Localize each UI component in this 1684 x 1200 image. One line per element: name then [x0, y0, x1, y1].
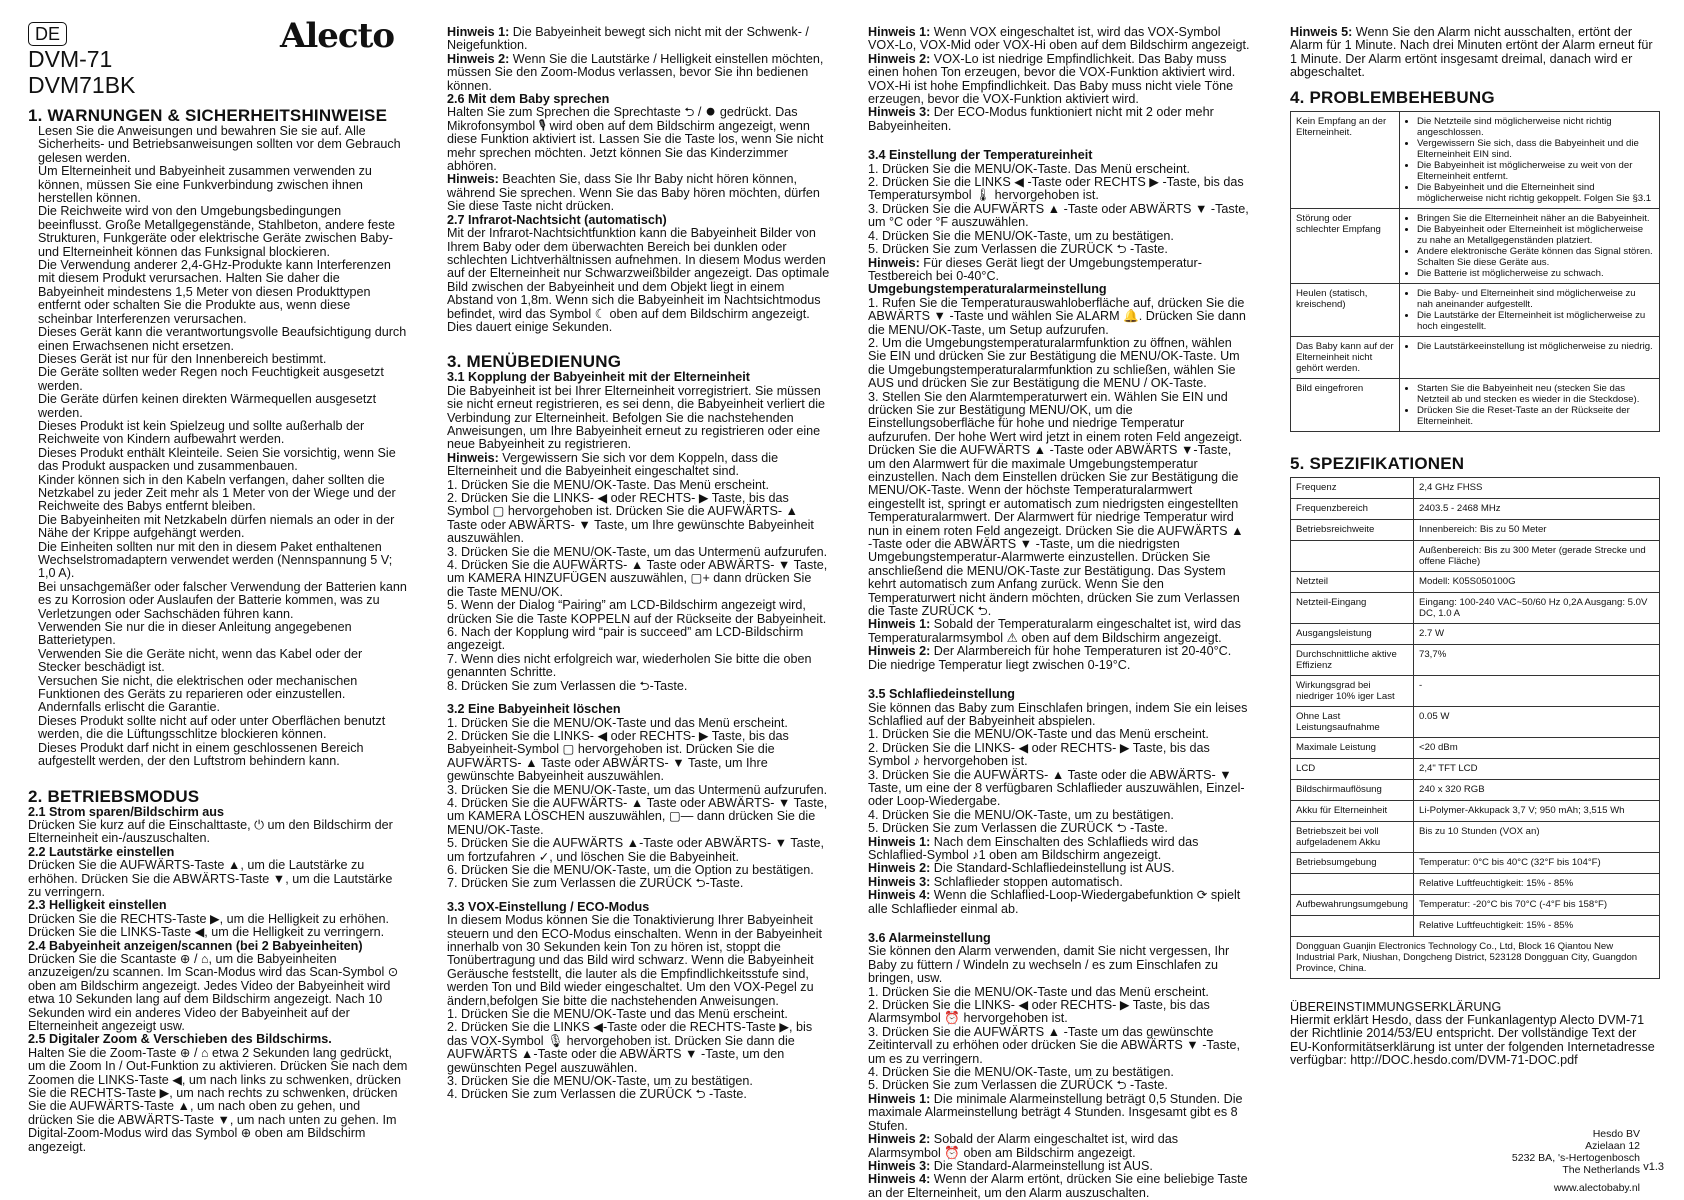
spec-row [1291, 540, 1660, 571]
paragraph: Lesen Sie die Anweisungen und bewahren Sie sie auf. Alle Sicherheits- und Betriebsanweisungen sollten vor dem Gebrauch gelesen werden. [38, 124, 401, 165]
paragraph: Hinweis 3: Schlaflieder stoppen automatisch. [868, 874, 1123, 889]
paragraph: Verwenden Sie nur die in dieser Anleitung angegebenen Batterietypen. [38, 620, 352, 648]
solution-item: • Andere elektronische Geräte können das Signal stören. Schalten Sie diese Geräte aus. [1417, 246, 1654, 268]
address-line: Hesdo BV [1592, 1127, 1640, 1140]
specifications-table [1290, 477, 1660, 979]
paragraph: 3. Drücken Sie die AUFWÄRTS ▲ -Taste um das gewünschte Zeitintervall zu erhöhen oder drücken Sie die ABWÄRTS ▼ -Taste, um es zu verringern. [868, 1024, 1241, 1066]
solution-cell [1400, 111, 1660, 208]
paragraph: Die Einheiten sollten nur mit den in diesem Paket enthaltenen Wechselstromadaptern verwendet werden (Nennspannung 5 V; 1,0 A). [38, 539, 393, 581]
paragraph: 2. Drücken Sie die LINKS- ◀ oder RECHTS- ▶ Taste, bis das Babyeinheit-Symbol ▢ hervorgehoben ist. Drücken Sie die AUFWÄRTS- ▲ Taste oder ABWÄRTS- ▼ Taste, um Ihre gewünschte Babyeinheit auszuwählen. [447, 728, 789, 784]
paragraph: Dieses Gerät ist nur für den Innenbereich bestimmt. [38, 351, 327, 366]
paragraph: 3. Drücken Sie die AUFWÄRTS- ▲ Taste oder die ABWÄRTS- ▼ Taste, um eine der 8 verfügbaren Schlaflieder auszuwählen, Einzel- oder Loop-Wiedergabe. [868, 767, 1245, 809]
paragraph: 3. Drücken Sie die MENU/OK-Taste, um das Untermenü aufzurufen. [447, 782, 828, 797]
paragraph: 5. Drücken Sie zum Verlassen die ZURÜCK ⮌ -Taste. [868, 821, 1168, 836]
subsection-heading: 3.1 Kopplung der Babyeinheit mit der Elterneinheit [447, 370, 750, 385]
spec-value: Temperatur: 0°C bis 40°C (32°F bis 104°F) [1414, 852, 1660, 873]
troubleshooting-heading: 4. PROBLEMBEHEBUNG [1290, 87, 1495, 107]
solution-item: • Die Lautstärke der Elterneinheit ist möglicherweise zu hoch eingestellt. [1417, 310, 1654, 332]
address-line: 5232 BA, 's-Hertogenbosch [1511, 1151, 1640, 1164]
solution-item: • Die Babyeinheit und die Elterneinheit sind möglicherweise nicht richtig gekoppelt. Folgen Sie §3.1 [1417, 182, 1654, 204]
paragraph: Hinweis 2: Sobald der Alarm eingeschaltet ist, wird das Alarmsymbol ⏰ oben am Bildschirm angezeigt. [868, 1132, 1179, 1160]
spec-label: Akku für Elterneinheit [1291, 800, 1414, 821]
solution-cell [1400, 336, 1660, 378]
spec-value: Außenbereich: Bis zu 300 Meter (gerade Strecke und offene Fläche) [1414, 540, 1660, 571]
spec-value: 73,7% [1414, 644, 1660, 675]
problem-cell: Störung oder schlechter Empfang [1291, 208, 1400, 283]
paragraph: Hinweis 1: Sobald der Temperaturalarm eingeschaltet ist, wird das Temperaturalarmsymbol ⚠ oben auf dem Bildschirm angezeigt. [868, 617, 1241, 645]
paragraph: Halten Sie die Zoom-Taste ⊕ / ⌂ etwa 2 Sekunden lang gedrückt, um die Zoom In / Out-Funktion zu aktivieren. Drücken Sie nach dem Zoomen die LINKS-Taste ◀, um nach links zu schwenken, drücken Sie die RECHTS-Taste ▶, um nach rechts zu schwenken, drücken Sie die AUFWÄRTS-Taste ▲, um nach oben zu gehen, und drücken Sie die ABWÄRTS-Taste ▼, um nach unten zu gehen. Im Digital-Zoom-Modus wird das Symbol ⊕ oben am Bildschirm angezeigt. [28, 1045, 408, 1154]
note-label: Hinweis 2: [868, 51, 931, 66]
paragraph: 4. Drücken Sie die AUFWÄRTS- ▲ Taste oder ABWÄRTS- ▼ Taste, um KAMERA HINZUFÜGEN auszuwählen, ▢+ dann drücken Sie die Taste MENU/OK. [447, 558, 828, 599]
paragraph: 4. Drücken Sie die AUFWÄRTS- ▲ Taste oder ABWÄRTS- ▼ Taste, um KAMERA LÖSCHEN auszuwählen, ▢— dann drücken Sie die MENU/OK-Taste. [447, 795, 828, 837]
spec-value: Temperatur: -20°C bis 70°C (-4°F bis 158°F) [1414, 894, 1660, 915]
note-label: Hinweis 4: [868, 1172, 931, 1187]
paragraph: Kinder können sich in den Kabeln verfangen, daher sollten die Netzkabel zu jeder Zeit mehr als 1 Meter von der Wiege und der Reichweite des Babys entfernt bleiben. [38, 472, 396, 514]
solution-item: • Drücken Sie die Reset-Taste an der Rückseite der Elterneinheit. [1417, 405, 1654, 427]
column-3 [868, 26, 1250, 1200]
spec-label: Betriebszeit bei voll aufgeladenem Akku [1291, 821, 1414, 852]
spec-row [1291, 571, 1660, 592]
model-number: DVM-71 [28, 46, 113, 72]
spec-label [1291, 540, 1414, 571]
paragraph: 5. Drücken Sie die AUFWÄRTS ▲-Taste oder ABWÄRTS- ▼ Taste, um fortzufahren ✓, und löschen Sie die Babyeinheit. [447, 836, 824, 864]
paragraph: Dieses Produkt sollte nicht auf oder unter Oberflächen benutzt werden, die die Lüftungsschlitze blockieren können. [38, 713, 386, 742]
section-heading: 3. MENÜBEDIENUNG [447, 352, 622, 372]
troubleshooting-table [1290, 111, 1660, 432]
note-label: Hinweis 3: [868, 874, 931, 889]
spec-label: Aufbewahrungsumgebung [1291, 894, 1414, 915]
spec-label: Durchschnittliche aktive Effizienz [1291, 644, 1414, 675]
column-4 [1290, 26, 1660, 1194]
paragraph: 1. Drücken Sie die MENU/OK-Taste und das Menü erscheint. [447, 715, 788, 730]
column-1-body [28, 106, 408, 1154]
paragraph: In diesem Modus können Sie die Tonaktivierung Ihrer Babyeinheit steuern und den ECO-Modus einschalten. Wenn in der Babyeinheit innerhalb von 30 Sekunden kein Ton zu hören ist, stoppt die Tonübertragung und das Bild wird schwarz. Wenn die Babyeinheit Geräusche feststellt, die lauter als die Empfindlichkeitsstufe sind, werden Ton und Bild wieder eingeschaltet. Um den VOX-Pegel zu ändern,befolgen Sie bitte die nachstehenden Anweisungen. [447, 913, 823, 1008]
spec-row [1291, 737, 1660, 758]
spec-row [1291, 675, 1660, 706]
column-1 [28, 16, 408, 1154]
paragraph: 7. Drücken Sie zum Verlassen die ZURÜCK ⮌-Taste. [447, 876, 744, 891]
paragraph: Hinweis 4: Wenn der Alarm ertönt, drücken Sie eine beliebige Taste an der Elterneinheit, um den Alarm auszuschalten. [868, 1172, 1248, 1200]
paragraph: 2. Drücken Sie die LINKS- ◀ oder RECHTS- ▶ Taste, bis das Symbol ♪ hervorgehoben ist. [868, 740, 1210, 769]
spec-row [1291, 644, 1660, 675]
paragraph: Dieses Gerät kann die verantwortungsvolle Beaufsichtigung durch einen Erwachsenen nicht ersetzen. [38, 325, 407, 353]
paragraph: Die Reichweite wird von den Umgebungsbedingungen beeinflusst. Große Metallgegenstände, Stahlbeton, andere feste Strukturen, Funkgeräte oder elektrische Geräte zwischen Baby- und Elterneinheit können das Funksignal blockieren. [38, 204, 396, 259]
subsection-heading: 2.2 Lautstärke einstellen [28, 844, 175, 859]
manufacturer-cell: Dongguan Guanjin Electronics Technology Co., Ltd, Block 16 Qiantou New Industrial Park, Niushan, Dongcheng District, 523128 Dongguan City, Guangdon Province, China. [1291, 936, 1660, 978]
spec-row [1291, 873, 1660, 894]
spec-value: 2.7 W [1414, 623, 1660, 644]
problem-cell: Das Baby kann auf der Elterneinheit nicht gehört werden. [1291, 336, 1400, 378]
column-2 [447, 26, 830, 1102]
note-label: Hinweis 2: [868, 644, 931, 659]
address-line: Azielaan 12 [1585, 1139, 1640, 1152]
paragraph: 3. Drücken Sie die MENU/OK-Taste, um das Untermenü aufzurufen. [447, 544, 828, 559]
paragraph: Hinweis 3: Der ECO-Modus funktioniert nicht mit 2 oder mehr Babyeinheiten. [868, 105, 1214, 133]
solution-item: • Starten Sie die Babyeinheit neu (stecken Sie das Netzteil ab und stecken es wieder in die Steckdose). [1417, 383, 1654, 405]
troubleshooting-row [1291, 283, 1660, 336]
specs-heading: 5. SPEZIFIKATIONEN [1290, 453, 1465, 473]
paragraph: 2. Drücken Sie die LINKS- ◀ oder RECHTS- ▶ Taste, bis das Alarmsymbol ⏰ hervorgehoben ist. [868, 998, 1210, 1026]
spec-value: Bis zu 10 Stunden (VOX an) [1414, 821, 1660, 852]
solution-cell [1400, 378, 1660, 431]
note-label: Hinweis 1: [447, 25, 510, 39]
conformity-text: Hiermit erklärt Hesdo, dass der Funkanlagentyp Alecto DVM-71 der Richtlinie 2014/53/EU entspricht. Der vollständige Text der EU-Konformitätserklärung ist unter der folgenden Internetadresse verfügbar: http://DOC.hesdo.com/DVM-71-DOC.pdf [1290, 1013, 1655, 1068]
address-block [1290, 1128, 1660, 1194]
paragraph: 7. Wenn dies nicht erfolgreich war, wiederholen Sie bitte die oben genannten Schritte. [447, 651, 812, 680]
subsection-heading: 3.6 Alarmeinstellung [868, 931, 991, 945]
paragraph: Hinweis: Beachten Sie, dass Sie Ihr Baby nicht hören können, während Sie sprechen. Wenn Sie das Baby hören möchten, dürfen Sie diese Taste nicht drücken. [447, 172, 820, 214]
spacer [868, 133, 1250, 149]
subsection-heading: 2.6 Mit dem Baby sprechen [447, 92, 610, 107]
paragraph: Hinweis 1: Die minimale Alarmeinstellung beträgt 0,5 Stunden. Die maximale Alarmeinstellung beträgt 4 Stunden. Insgesamt gibt es 8 Stufen. [868, 1091, 1243, 1133]
paragraph: Halten Sie zum Sprechen die Sprechtaste ⮌ / ⏺ gedrückt. Das Mikrofonsymbol 🎙 wird oben auf dem Bildschirm angezeigt, wenn diese Funktion aktiviert ist. Lassen Sie die Taste los, wenn Sie nicht mehr sprechen möchten. Jetzt können Sie das Kinderzimmer abhören. [447, 105, 824, 174]
note-label: Hinweis: [447, 172, 499, 187]
note-label: Hinweis 2: [868, 1132, 931, 1147]
spec-value: <20 dBm [1414, 737, 1660, 758]
note-label: Hinweis 2: [868, 861, 931, 876]
spec-value: 2,4 GHz FHSS [1414, 477, 1660, 498]
conformity-title: ÜBEREINSTIMMUNGSERKLÄRUNG [1290, 999, 1502, 1014]
spec-row [1291, 498, 1660, 519]
spec-row [1291, 894, 1660, 915]
paragraph: 6. Drücken Sie die MENU/OK-Taste, um die Option zu bestätigen. [447, 862, 814, 877]
spec-row [1291, 623, 1660, 644]
manufacturer-row [1291, 936, 1660, 978]
version-label: v1.3 [1643, 1161, 1664, 1173]
solution-item: • Die Babyeinheit ist möglicherweise zu weit von der Elterneinheit entfernt. [1417, 160, 1654, 182]
spec-row [1291, 592, 1660, 623]
note-label: Hinweis 1: [868, 25, 931, 39]
spec-value: Eingang: 100-240 VAC~50/60 Hz 0,2A Ausgang: 5.0V DC, 1.0 A [1414, 592, 1660, 623]
paragraph: 4. Drücken Sie zum Verlassen die ZURÜCK ⮌ -Taste. [447, 1087, 747, 1102]
paragraph: Dieses Produkt ist kein Spielzeug und sollte außerhalb der Reichweite von Kindern aufbewahrt werden. [38, 418, 365, 447]
paragraph: Um Elterneinheit und Babyeinheit zusammen verwenden zu können, müssen Sie eine Funkverbindung zwischen ihnen herstellen können. [38, 164, 372, 206]
spacer [447, 334, 830, 344]
spec-value: 240 x 320 RGB [1414, 779, 1660, 800]
alecto-logo: Alecto [280, 16, 395, 56]
note-label: Hinweis 1: [868, 617, 931, 632]
note-5 [1290, 26, 1660, 80]
spec-value: 0.05 W [1414, 706, 1660, 737]
paragraph: Versuchen Sie nicht, die elektrischen oder mechanischen Funktionen des Geräts zu reparieren oder einzustellen. Andernfalls erlischt die Garantie. [38, 673, 358, 715]
paragraph: Drücken Sie kurz auf die Einschalttaste, ⏻ um den Bildschirm der Elterneinheit ein-/auszuschalten. [28, 817, 393, 846]
paragraph: 4. Drücken Sie die MENU/OK-Taste, um zu bestätigen. [868, 1065, 1174, 1080]
note-5-label: Hinweis 5: [1290, 25, 1353, 39]
paragraph: Die Babyeinheit ist bei Ihrer Elterneinheit vorregistriert. Sie müssen sie nicht erneut registrieren, es sei denn, die Babyeinheit verliert die Verbindung zur Elterneinheit. Befolgen Sie die nachstehenden Anweisungen, um Ihre Babyeinheit erneut zu registrieren oder eine neue Babyeinheit zu registrieren. [447, 383, 826, 452]
paragraph: Drücken Sie die Scantaste ⊕ / ⌂, um die Babyeinheiten anzuzeigen/zu scannen. Im Scan-Modus wird das Scan-Symbol ⊙ oben am Bildschirm angezeigt. Jedes Video der Babyeinheit wird etwa 10 Sekunden lang auf dem Bildschirm angezeigt. Nach 10 Sekunden wird ein anderes Video der Babyeinheit auf der Elterneinheit angezeigt usw. [28, 951, 399, 1033]
spec-label: Bildschirmauflösung [1291, 779, 1414, 800]
paragraph: 3. Drücken Sie die AUFWÄRTS ▲ -Taste oder ABWÄRTS ▼ -Taste, um °C oder °F auszuwählen. [868, 201, 1249, 230]
paragraph: Dieses Produkt enthält Kleinteile. Seien Sie vorsichtig, wenn Sie das Produkt auspacken und zusammenbauen. [38, 445, 396, 474]
paragraph: 1. Drücken Sie die MENU/OK-Taste und das Menü erscheint. [868, 984, 1209, 999]
paragraph: 6. Nach der Kopplung wird “pair is succeed” am LCD-Bildschirm angezeigt. [447, 625, 804, 653]
note-label: Hinweis 2: [447, 51, 510, 66]
paragraph: Hinweis 2: VOX-Lo ist niedrige Empfindlichkeit. Das Baby muss einen hohen Ton erzeugen, bevor die VOX-Funktion aktiviert wird. VOX-Hi ist hohe Empfindlichkeit. Das Baby muss nicht viele Töne erzeugen, bevor die VOX-Funktion aktiviert wird. [868, 51, 1236, 107]
paragraph: Drücken Sie die RECHTS-Taste ▶, um die Helligkeit zu erhöhen. Drücken Sie die LINKS-Taste ◀, um die Helligkeit zu verringern. [28, 911, 390, 940]
subsection-heading: 2.1 Strom sparen/Bildschirm aus [28, 804, 224, 819]
spec-label: Frequenz [1291, 477, 1414, 498]
paragraph: Hinweis 2: Der Alarmbereich für hohe Temperaturen ist 20-40°C. Die niedrige Temperatur liegt zwischen 0-19°C. [868, 644, 1232, 672]
spec-label: Frequenzbereich [1291, 498, 1414, 519]
spec-row [1291, 519, 1660, 540]
spec-value: Li-Polymer-Akkupack 3,7 V; 950 mAh; 3,515 Wh [1414, 800, 1660, 821]
problem-cell: Bild eingefroren [1291, 378, 1400, 431]
spec-value: 2,4" TFT LCD [1414, 758, 1660, 779]
paragraph: Dieses Produkt darf nicht in einem geschlossenen Bereich aufgestellt werden, der den Luftstrom behindern kann. [38, 740, 364, 769]
paragraph: Hinweis 1: Die Babyeinheit bewegt sich nicht mit der Schwenk- / Neigefunktion. [447, 25, 809, 53]
subsection-heading: 3.2 Eine Babyeinheit löschen [447, 702, 621, 717]
problem-cell: Kein Empfang an der Elterneinheit. [1291, 111, 1400, 208]
subsection-heading: 3.3 VOX-Einstellung / ECO-Modus [447, 899, 650, 914]
spec-row [1291, 706, 1660, 737]
spec-label: Netzteil [1291, 571, 1414, 592]
troubleshooting-row [1291, 378, 1660, 431]
solution-item: • Die Netzteile sind möglicherweise nicht richtig angeschlossen. [1417, 116, 1654, 138]
solution-item: • Vergewissern Sie sich, dass die Babyeinheit und die Elterneinheit EIN sind. [1417, 138, 1654, 160]
paragraph: Hinweis 1: Wenn VOX eingeschaltet ist, wird das VOX-Symbol VOX-Lo, VOX-Mid oder VOX-Hi oben auf dem Bildschirm angezeigt. [868, 25, 1250, 53]
spec-value: Relative Luftfeuchtigkeit: 15% - 85% [1414, 873, 1660, 894]
note-label: Hinweis: [447, 450, 499, 465]
spec-label: Betriebsreichweite [1291, 519, 1414, 540]
note-label: Hinweis 4: [868, 888, 931, 903]
note-label: Hinweis 1: [868, 834, 931, 849]
paragraph: 5. Drücken Sie zum Verlassen die ZURÜCK ⮌ -Taste. [868, 242, 1168, 257]
spec-value: Innenbereich: Bis zu 50 Meter [1414, 519, 1660, 540]
troubleshooting-row [1291, 111, 1660, 208]
spec-label: Ohne Last Leistungsaufnahme [1291, 706, 1414, 737]
solution-item: • Die Lautstärkeeinstellung ist möglicherweise zu niedrig. [1417, 341, 1654, 352]
paragraph: Sie können das Baby zum Einschlafen bringen, indem Sie ein leises Schlaflied auf der Babyeinheit abspielen. [868, 700, 1248, 728]
subsection-heading: 2.3 Helligkeit einstellen [28, 898, 167, 913]
solution-item: • Die Batterie ist möglicherweise zu schwach. [1417, 268, 1654, 279]
note-label: Hinweis: [868, 255, 920, 270]
spec-label: Netzteil-Eingang [1291, 592, 1414, 623]
paragraph: Bei unsachgemäßer oder falscher Verwendung der Batterien kann es zu Korrosion oder Auslaufen der Batterie kommen, was zu Verletzungen oder Sachschäden führen kann. [38, 579, 407, 621]
problem-cell: Heulen (statisch, kreischend) [1291, 283, 1400, 336]
spacer [868, 916, 1250, 932]
subsection-heading: 3.5 Schlafliedeinstellung [868, 687, 1015, 702]
paragraph: 1. Drücken Sie die MENU/OK-Taste und das Menü erscheint. [868, 727, 1209, 742]
paragraph: Hinweis 1: Nach dem Einschalten des Schlaflieds wird das Schlaflied-Symbol ♪1 oben am Bildschirm angezeigt. [868, 834, 1199, 862]
model-number-bk: DVM71BK [28, 72, 136, 98]
paragraph: Hinweis: Für dieses Gerät liegt der Umgebungstemperatur-Testbereich bei 0-40°C. [868, 255, 1202, 283]
paragraph: Die Geräte sollten weder Regen noch Feuchtigkeit ausgesetzt werden. [38, 365, 384, 393]
spec-value: - [1414, 675, 1660, 706]
paragraph: Hinweis 2: Die Standard-Schlafliedeinstellung ist AUS. [868, 861, 1175, 876]
paragraph: Verwenden Sie die Geräte nicht, wenn das Kabel oder der Stecker beschädigt ist. [38, 646, 363, 675]
spec-label [1291, 873, 1414, 894]
paragraph: 2. Drücken Sie die LINKS ◀-Taste oder die RECHTS-Taste ▶, bis das VOX-Symbol 🎙 hervorgehoben ist. Drücken Sie dann die AUFWÄRTS ▲-Taste oder die ABWÄRTS ▼ -Taste, um den gewünschten Pegel auszuwählen. [447, 1020, 813, 1075]
spec-row [1291, 779, 1660, 800]
troubleshooting-row [1291, 208, 1660, 283]
spec-label: Maximale Leistung [1291, 737, 1414, 758]
paragraph: Mit der Infrarot-Nachtsichtfunktion kann die Babyeinheit Bilder von Ihrem Baby oder dem überwachten Bereich bei dunklen oder schlechten Lichtverhältnissen aufnehmen. In diesem Modus werden auf der Elterneinheit nur Schwarzweißbilder angezeigt. Das optimale Bild zwischen der Babyeinheit und dem Objekt liegt in einem Abstand von 1,8m. Wenn sich die Babyeinheit im Nachtsichtmodus befindet, wird das Symbol ☾ oben auf dem Bildschirm angezeigt. Dies dauert einige Sekunden. [447, 226, 830, 334]
spec-value: Modell: K05S050100G [1414, 571, 1660, 592]
solution-item: • Die Baby- und Elterneinheit sind möglicherweise zu nah aneinander aufgestellt. [1417, 288, 1654, 310]
column-3-body [868, 26, 1250, 1200]
spec-label [1291, 915, 1414, 936]
paragraph: Hinweis 4: Wenn die Schlaflied-Loop-Wiedergabefunktion ⟳ spielt alle Schlaflieder einmal ab. [868, 888, 1241, 916]
spec-label: Betriebsumgebung [1291, 852, 1414, 873]
paragraph: 2. Drücken Sie die LINKS ◀ -Taste oder RECHTS ▶ -Taste, bis das Temperatursymbol 🌡 hervorgehoben ist. [868, 175, 1244, 203]
address-line: The Netherlands [1562, 1163, 1640, 1176]
paragraph: 3. Drücken Sie die MENU/OK-Taste, um zu bestätigen. [447, 1074, 753, 1089]
note-label: Hinweis 3: [868, 105, 931, 120]
paragraph: Die Babyeinheiten mit Netzkabeln dürfen niemals an oder in der Nähe der Krippe aufgehängt werden. [38, 512, 395, 541]
subsection-heading: 2.4 Babyeinheit anzeigen/scannen (bei 2 Babyeinheiten) [28, 938, 363, 953]
subsection-heading: 2.7 Infrarot-Nachtsicht (automatisch) [447, 212, 667, 227]
solution-item: • Bringen Sie die Elterneinheit näher an die Babyeinheit. [1417, 213, 1654, 224]
paragraph: Drücken Sie die AUFWÄRTS-Taste ▲, um die Lautstärke zu erhöhen. Drücken Sie die ABWÄRTS-Taste ▼, um die Lautstärke zu verringern. [28, 858, 393, 899]
paragraph: Die Geräte dürfen keinen direkten Wärmequellen ausgesetzt werden. [38, 392, 377, 420]
paragraph: Hinweis 2: Wenn Sie die Lautstärke / Helligkeit einstellen möchten, müssen Sie den Zoom-Modus verlassen, bevor Sie ihn bedienen können. [447, 51, 824, 93]
section-heading: 2. BETRIEBSMODUS [28, 786, 200, 806]
paragraph: Sie können den Alarm verwenden, damit Sie nicht vergessen, Ihr Baby zu füttern / Windeln zu wechseln / es zum Einschlafen zu bringen, usw. [868, 944, 1230, 986]
spec-label: Ausgangsleistung [1291, 623, 1414, 644]
subsection-heading: 2.5 Digitaler Zoom & Verschieben des Bildschirms. [28, 1032, 332, 1047]
spec-value: 2403.5 - 2468 MHz [1414, 498, 1660, 519]
subsection-heading: 3.4 Einstellung der Temperatureinheit [868, 148, 1093, 163]
paragraph: 5. Drücken Sie zum Verlassen die ZURÜCK ⮌ -Taste. [868, 1078, 1168, 1093]
spec-row [1291, 821, 1660, 852]
spec-row [1291, 758, 1660, 779]
solution-cell [1400, 208, 1660, 283]
note-5-text: Wenn Sie den Alarm nicht ausschalten, ertönt der Alarm für 1 Minute. Nach drei Minuten ertönt der Alarm erneut für 1 Minute. Der Alarm ertönt insgesamt dreimal, danach wird er abgeschaltet. [1290, 25, 1653, 80]
spec-value: Relative Luftfeuchtigkeit: 15% - 85% [1414, 915, 1660, 936]
solution-item: • Die Babyeinheit oder Elterneinheit ist möglicherweise zu nahe an Metallgegenständen platziert. [1417, 224, 1654, 246]
paragraph: 1. Drücken Sie die MENU/OK-Taste und das Menü erscheint. [447, 1007, 788, 1022]
solution-cell [1400, 283, 1660, 336]
paragraph: 3. Stellen Sie den Alarmtemperaturwert ein. Wählen Sie EIN und drücken Sie zur Bestätigung MENU/OK, um die Einstellungsoberfläche für hohe und niedrige Temperatur aufzurufen. Der hohe Wert wird jetzt in einem roten Feld angezeigt. Drücken Sie die AUFWÄRTS ▲ -Taste oder ABWÄRTS ▼-Taste, um den Alarmwert für die maximale Umgebungstemperatur einzustellen. Nach dem Einstellen drücken Sie zur Bestätigung die MENU/OK-Taste. Wenn der höchste Temperaturalarmwert eingestellt ist, springt er automatisch zum niedrigsten eingestellten Temperaturalarmwert. Der Alarmwert für niedrige Temperatur wird nun in einem roten Feld angezeigt. Drücken Sie die AUFWÄRTS ▲ -Taste oder die ABWÄRTS ▼ -Taste, um die niedrigsten Umgebungstemperatur-Alarmwerte einzustellen. Drücken Sie anschließend die MENU/OK-Taste zur Bestätigung. Das System kehrt automatisch zum Anfang zurück. Wenn Sie den Temperaturwert nicht ändern möchten, drücken Sie zum Verlassen die Taste ZURÜCK ⮌. [868, 389, 1244, 619]
note-label: Hinweis 3: [868, 1158, 931, 1173]
paragraph: 4. Drücken Sie die MENU/OK-Taste, um zu bestätigen. [868, 228, 1174, 243]
website-link[interactable]: www.alectobaby.nl [1553, 1181, 1640, 1194]
paragraph: 8. Drücken Sie zum Verlassen die ⮌-Taste. [447, 678, 688, 693]
language-badge: DE [28, 22, 67, 46]
paragraph: 5. Wenn der Dialog “Pairing” am LCD-Bildschirm angezeigt wird, drücken Sie die Taste KOPPELN auf der Rückseite der Babyeinheit. [447, 598, 827, 626]
paragraph: 4. Drücken Sie die MENU/OK-Taste, um zu bestätigen. [868, 807, 1174, 822]
column-2-body [447, 26, 830, 1102]
spec-label: LCD [1291, 758, 1414, 779]
note-label: Hinweis 1: [868, 1091, 931, 1106]
paragraph: Hinweis: Vergewissern Sie sich vor dem Koppeln, dass die Elterneinheit und die Babyeinheit eingeschaltet sind. [447, 450, 779, 479]
troubleshooting-row [1291, 336, 1660, 378]
paragraph: 2. Um die Umgebungstemperaturalarmfunktion zu öffnen, wählen Sie EIN und drücken Sie zur Bestätigung die MENU/OK-Taste. Um die Umgebungstemperaturalarmfunktion zu schließen, wählen Sie AUS und drücken Sie zur Bestätigung die MENU / OK-Taste. [868, 335, 1240, 391]
paragraph: Hinweis 3: Die Standard-Alarmeinstellung ist AUS. [868, 1158, 1153, 1173]
spec-row [1291, 915, 1660, 936]
paragraph: 1. Drücken Sie die MENU/OK-Taste. Das Menü erscheint. [868, 161, 1190, 176]
spec-row [1291, 477, 1660, 498]
spec-label: Wirkungsgrad bei niedriger 10% iger Last [1291, 675, 1414, 706]
paragraph: 2. Drücken Sie die LINKS- ◀ oder RECHTS- ▶ Taste, bis das Symbol ▢ hervorgehoben ist. Drücken Sie die AUFWÄRTS- ▲ Taste oder ABWÄRTS- ▼ Taste, um Ihre gewünschte Babyeinheit auszuwählen. [447, 491, 814, 546]
subsection-heading: Umgebungstemperaturalarmeinstellung [868, 282, 1107, 297]
spec-row [1291, 852, 1660, 873]
section-heading: 1. WARNUNGEN & SICHERHEITSHINWEISE [28, 106, 388, 125]
spacer [868, 672, 1250, 688]
spec-row [1291, 800, 1660, 821]
paragraph: 1. Rufen Sie die Temperaturauswahloberfläche auf, drücken Sie die ABWÄRTS ▼ -Taste und wählen Sie ALARM 🔔. Drücken Sie dann die MENU/OK-Taste, um Setup aufzurufen. [868, 295, 1246, 337]
paragraph: Die Verwendung anderer 2,4-GHz-Produkte kann Interferenzen mit diesem Produkt verursachen. Halten Sie daher die Babyeinheit mindestens 1,5 Meter von diesen Produkttypen entfernt oder schalten Sie die Produkte aus, wenn diese scheinbar Interferenzen verursachen. [38, 258, 391, 326]
spacer [28, 769, 408, 779]
paragraph: 1. Drücken Sie die MENU/OK-Taste. Das Menü erscheint. [447, 477, 769, 492]
